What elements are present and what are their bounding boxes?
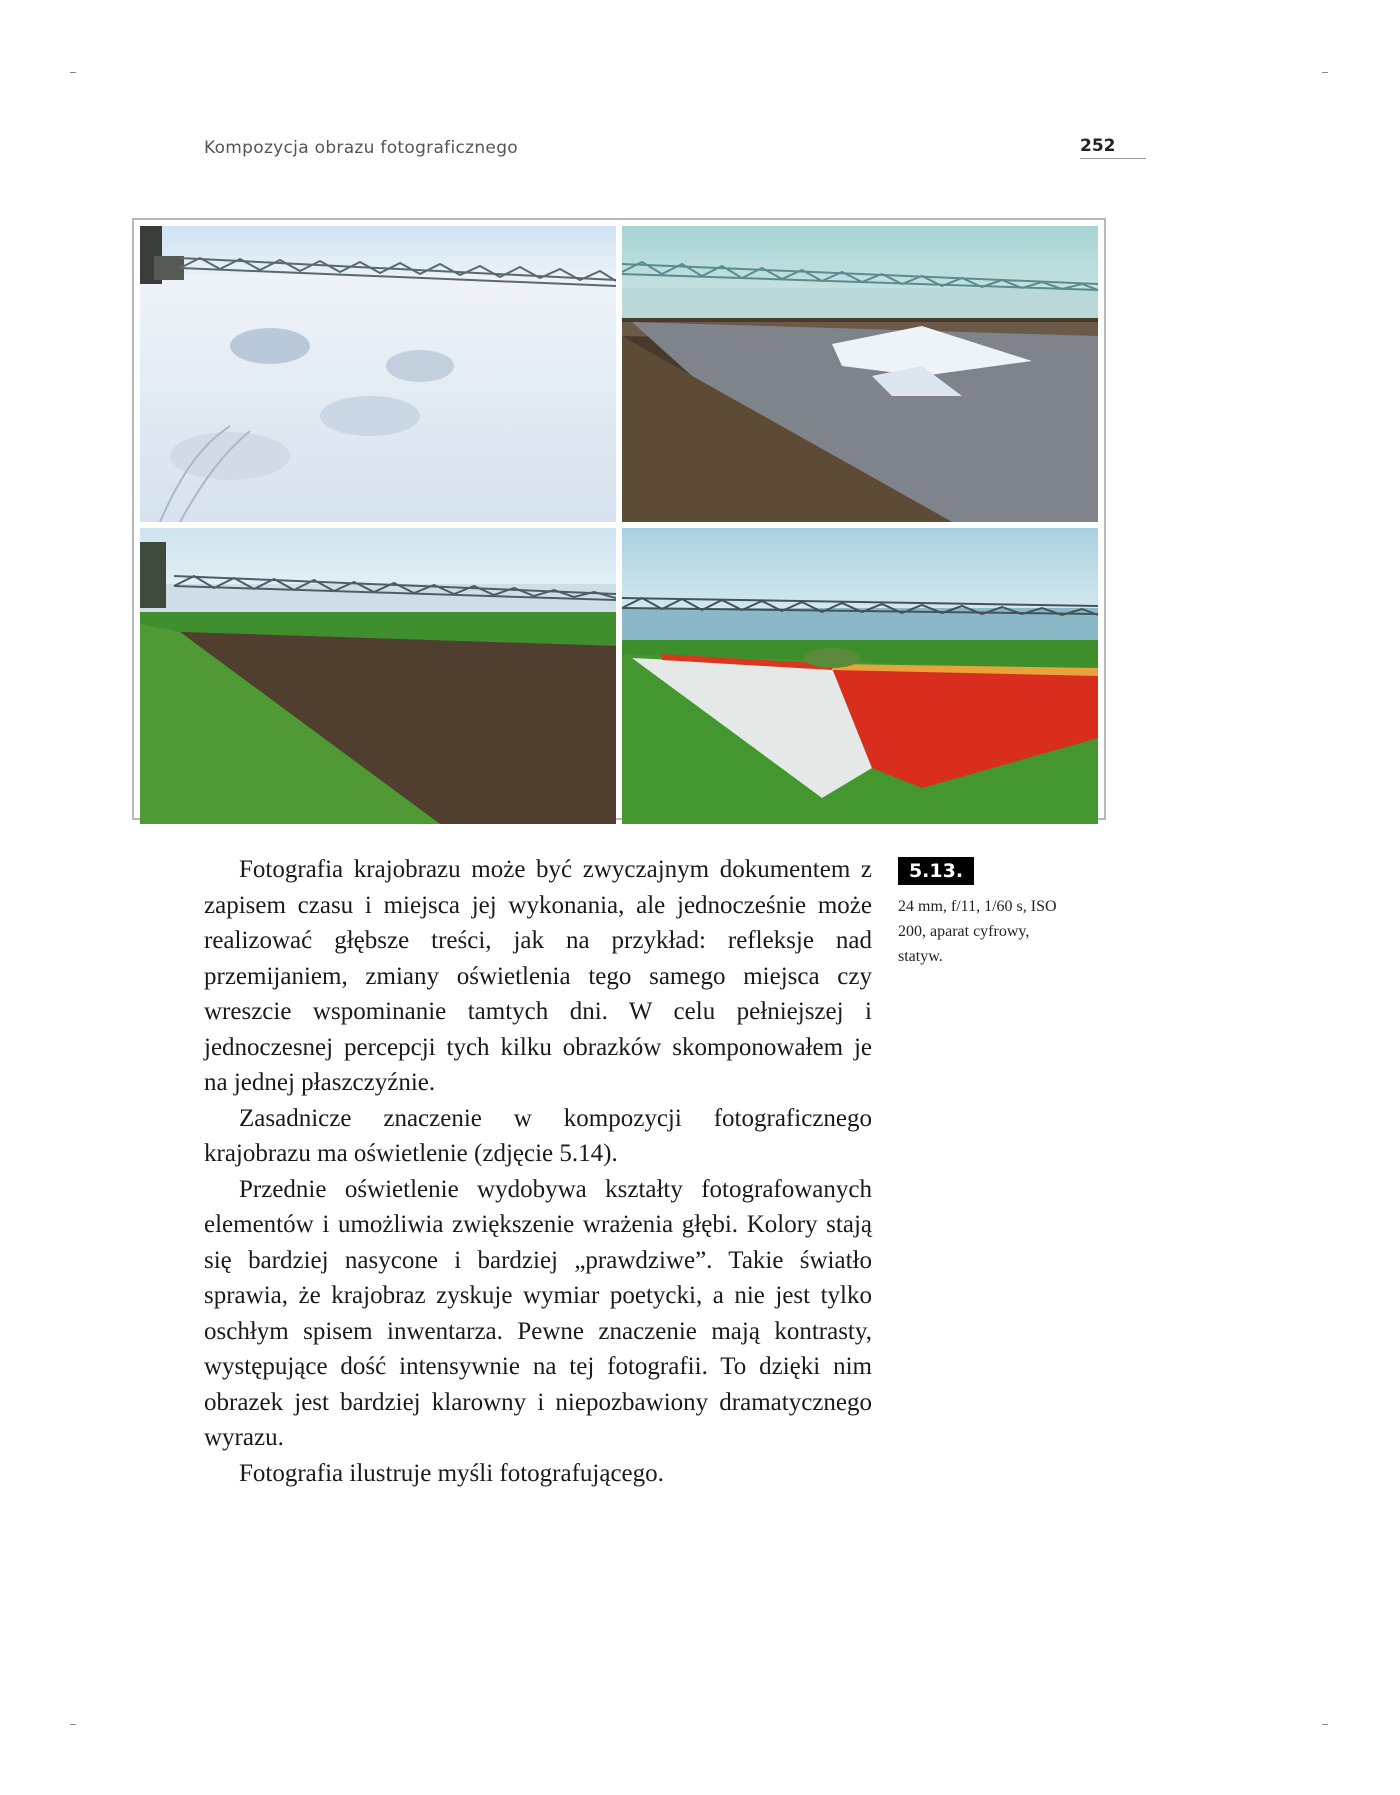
photo-collage-figure xyxy=(132,218,1106,820)
tilled-soil-bed-photo xyxy=(140,528,616,824)
figure-number-badge: 5.13. xyxy=(898,857,974,885)
body-paragraph: Fotografia ilustruje myśli fotografującego. xyxy=(239,1459,664,1487)
crop-mark-top-right xyxy=(1322,72,1328,73)
running-header-title: Kompozycja obrazu fotograficznego xyxy=(204,138,518,158)
figure-caption: 24 mm, f/11, 1/60 s, ISO 200, aparat cyfrowy, statyw. xyxy=(898,898,1057,965)
early-spring-bed-photo xyxy=(622,226,1098,522)
body-text xyxy=(204,852,872,1491)
crop-mark-bottom-right xyxy=(1322,1724,1328,1725)
page-number: 252 xyxy=(1080,136,1146,159)
winter-snow-bridge-photo xyxy=(140,226,616,522)
body-paragraph: Przednie oświetlenie wydobywa kształty fotografowanych elementów i umożliwia zwiększenie wrażenia głębi. Kolory stają się bardziej nasycone i bardziej „prawdziwe”. Takie światło sprawia, że krajobraz zyskuje wymiar poetycki, a nie jest tylko oschłym spisem inwentarza. Pewne znaczenie mają kontrasty, występujące dość intensywnie na tej fotografii. To dzięki nim obrazek jest bardziej klarowny i niepozbawiony dramatycznego wyrazu. xyxy=(204,1175,872,1451)
crop-mark-top-left xyxy=(70,72,76,73)
crop-mark-bottom-left xyxy=(70,1724,76,1725)
flower-bed-bloom-photo xyxy=(622,528,1098,824)
body-paragraph: Zasadnicze znaczenie w kompozycji fotograficznego krajobrazu ma oświetlenie (zdjęcie 5.14). xyxy=(204,1104,872,1167)
body-paragraph: Fotografia krajobrazu może być zwyczajnym dokumentem z zapisem czasu i miejsca jej wykonania, ale jednocześnie może realizować głębsze treści, jak na przykład: refleksje nad przemijaniem, zmiany oświetlenia tego samego miejsca czy wreszcie wspominanie tamtych dni. W celu pełniejszej i jednoczesnej percepcji tych kilku obrazków skomponowałem je na jednej płaszczyźnie. xyxy=(204,856,872,1096)
